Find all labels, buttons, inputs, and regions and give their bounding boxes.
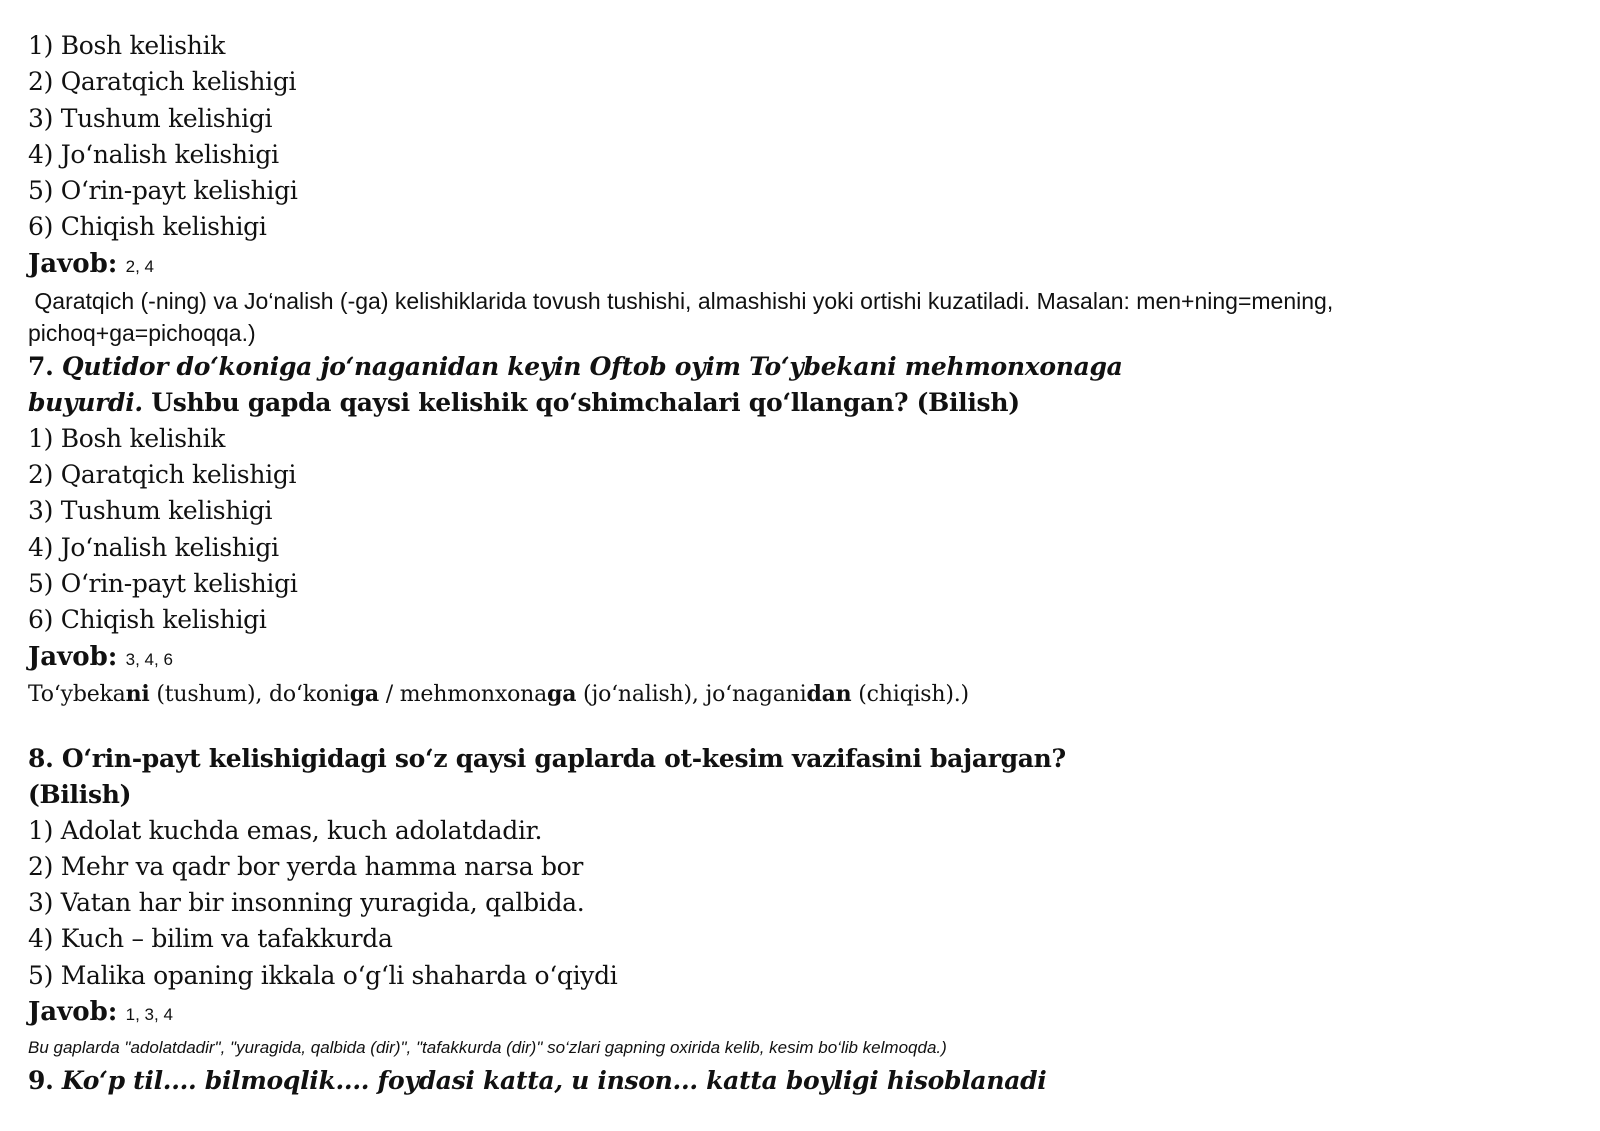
question-8-title — [28, 741, 1600, 813]
answer-value: 1, 3, 4 — [125, 1005, 173, 1025]
explanation-suffix: ga — [547, 680, 577, 707]
question-9-title — [28, 1063, 1600, 1099]
question-number: 9. — [28, 1066, 62, 1096]
answer-line — [28, 246, 1600, 285]
explanation-suffix: dan — [806, 680, 852, 707]
answer-line — [28, 639, 1600, 678]
explanation-suffix: ni — [125, 680, 150, 707]
option-4: 4) Jo‘nalish kelishigi — [28, 532, 279, 562]
question-8-options — [28, 813, 1600, 994]
option-2: 2) Qaratqich kelishigi — [28, 460, 297, 490]
question-7-title — [28, 349, 1600, 421]
option-1: 1) Adolat kuchda emas, kuch adolatdadir. — [28, 815, 543, 845]
answer-label: Javob: — [28, 248, 118, 279]
explanation-part: (tushum), do‘koni — [149, 681, 350, 707]
answer-label: Javob: — [28, 641, 118, 672]
option-3: 3) Tushum kelishigi — [28, 103, 273, 133]
question-quote-end: buyurdi. — [28, 387, 143, 417]
blank-line — [28, 711, 1600, 741]
explanation-line-1: Qaratqich (-ning) va Jo‘nalish (-ga) kelishiklarida tovush tushishi, almashishi yoki ortishi kuzatiladi. Masalan: men+ning=mening, — [28, 287, 1334, 314]
option-4: 4) Kuch – bilim va tafakkurda — [28, 924, 393, 954]
explanation: Bu gaplarda "adolatdadir", "yuragida, qalbida (dir)", "tafakkurda (dir)" so‘zlari gapning oxirida kelib, kesim bo‘lib kelmoqda.) — [28, 1038, 947, 1058]
question-level: (Bilish) — [28, 779, 132, 809]
explanation — [28, 678, 1600, 711]
answer-label: Javob: — [28, 997, 118, 1028]
explanation-part: (jo‘nalish), jo‘nagani — [576, 681, 807, 707]
answer-value: 2, 4 — [125, 256, 154, 276]
question-number: 7. — [28, 351, 62, 381]
option-4: 4) Jo‘nalish kelishigi — [28, 139, 279, 169]
explanation-part: / mehmonxona — [378, 681, 548, 707]
question-6-options — [28, 28, 1600, 246]
option-5: 5) Malika opaning ikkala o‘g‘li shaharda o‘qiydi — [28, 960, 618, 990]
option-1: 1) Bosh kelishik — [28, 423, 226, 453]
explanation-suffix: ga — [349, 680, 379, 707]
explanation-part: To‘ybeka — [28, 681, 126, 707]
option-3: 3) Vatan har bir insonning yuragida, qalbida. — [28, 888, 585, 918]
question-quote: Qutidor do‘koniga jo‘naganidan keyin Oftob oyim To‘ybekani mehmonxonaga — [61, 351, 1123, 381]
explanation-line-2: pichoq+ga=pichoqqa.) — [28, 319, 256, 346]
answer-value: 3, 4, 6 — [125, 649, 173, 669]
option-1: 1) Bosh kelishik — [28, 31, 226, 60]
explanation-part: (chiqish).) — [851, 681, 969, 707]
option-2: 2) Qaratqich kelishigi — [28, 67, 297, 97]
question-text: 8. O‘rin-payt kelishigidagi so‘z qaysi gaplarda ot-kesim vazifasini bajargan? — [28, 743, 1066, 773]
question-text: Ushbu gapda qaysi kelishik qo‘shimchalari qo‘llangan? (Bilish) — [142, 387, 1020, 417]
option-3: 3) Tushum kelishigi — [28, 496, 273, 526]
option-5: 5) O‘rin-payt kelishigi — [28, 176, 298, 206]
option-6: 6) Chiqish kelishigi — [28, 605, 267, 635]
option-2: 2) Mehr va qadr bor yerda hamma narsa bor — [28, 851, 584, 881]
question-text: Ko‘p til.... bilmoqlik.... foydasi katta, u inson... katta boyligi hisoblanadi — [61, 1066, 1047, 1096]
question-7-options — [28, 421, 1600, 639]
explanation — [28, 285, 1600, 349]
option-6: 6) Chiqish kelishigi — [28, 212, 267, 242]
answer-line — [28, 994, 1600, 1033]
option-5: 5) O‘rin-payt kelishigi — [28, 568, 298, 598]
